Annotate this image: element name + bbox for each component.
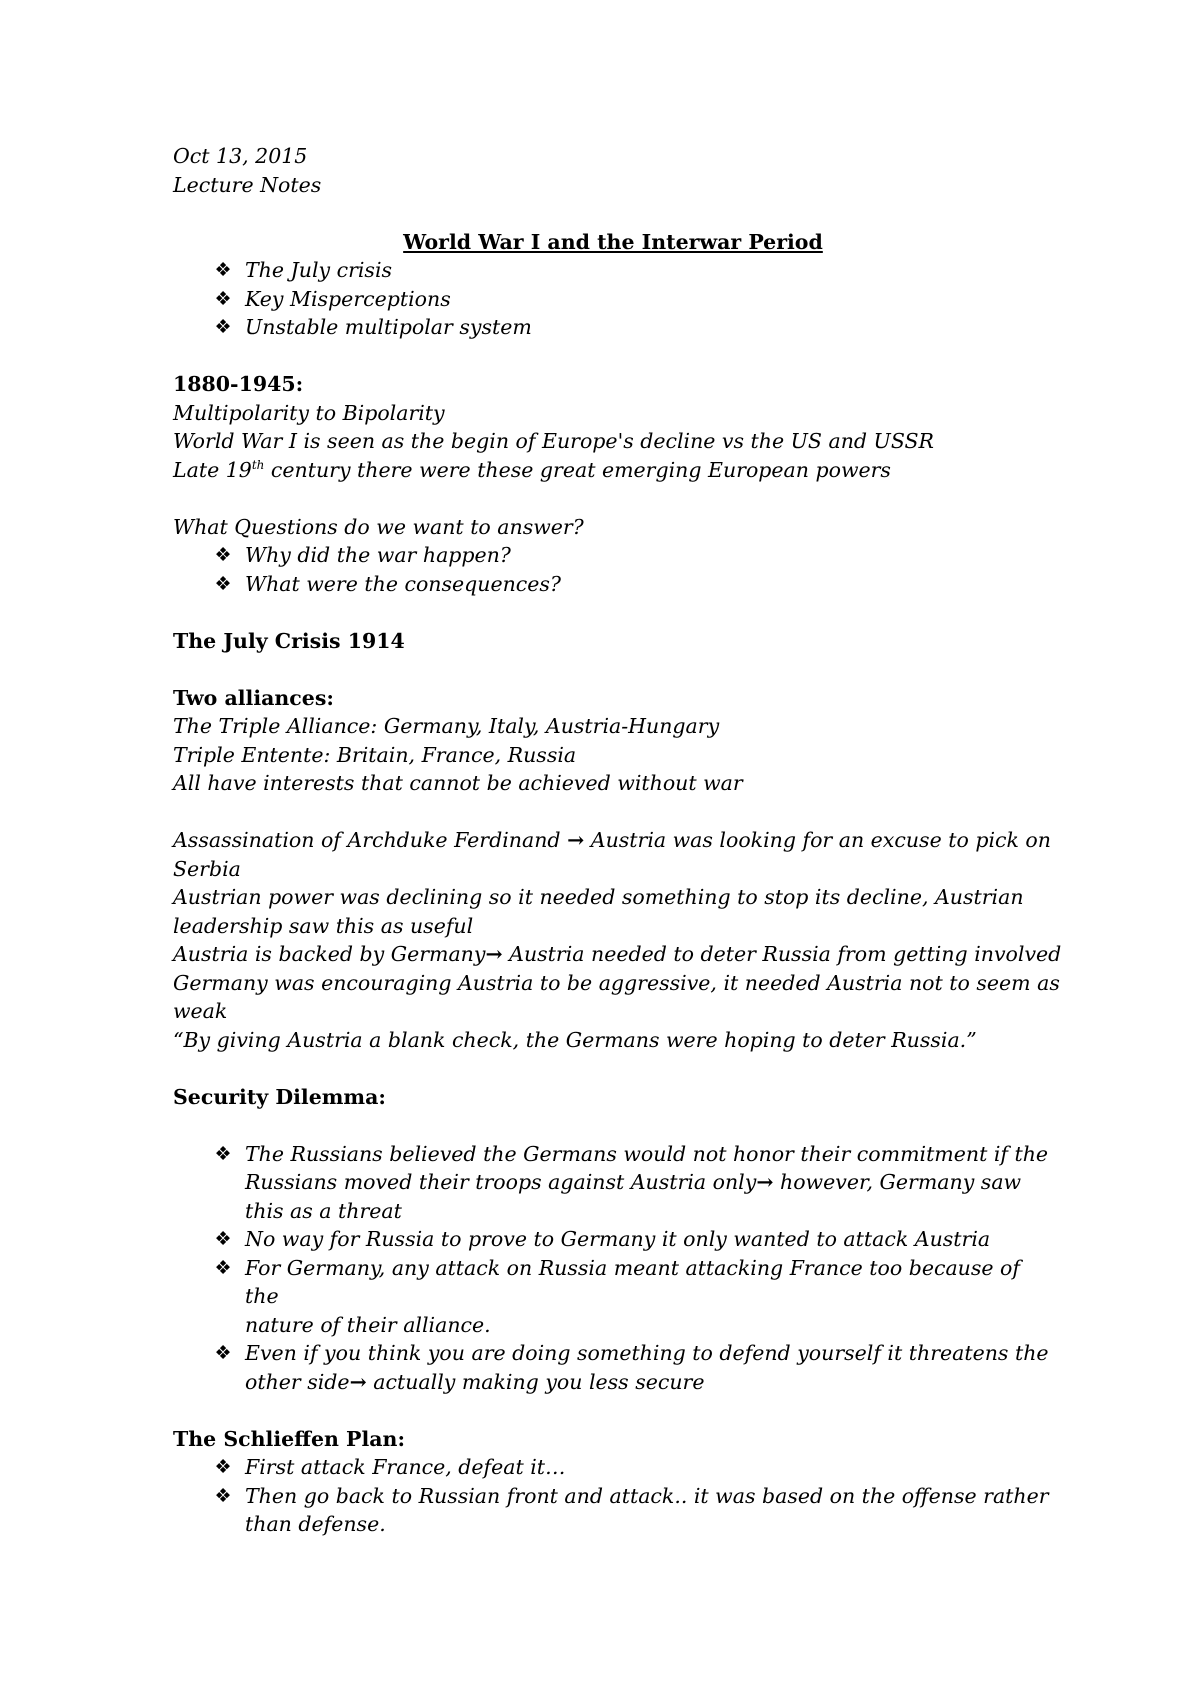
paragraph-line: Multipolarity to Bipolarity <box>173 400 445 425</box>
list-item: ❖ Even if you think you are doing something to defend yourself it threatens the other side→ actually making you less secure <box>214 1341 1049 1394</box>
paragraph-line: The Triple Alliance: Germany, Italy, Austria-Hungary <box>173 714 720 738</box>
schlieffen-bullet-list <box>173 1453 1053 1539</box>
paragraph-line: weak <box>173 999 228 1023</box>
diamond-bullet-icon: ❖ <box>214 1342 232 1364</box>
list-item: ❖ No way for Russia to prove to Germany it only wanted to attack Austria <box>173 1225 1053 1254</box>
diamond-bullet-icon: ❖ <box>214 259 232 281</box>
paragraph-line: Late 19th century there were these great emerging European powers <box>173 457 891 482</box>
diamond-bullet-icon: ❖ <box>214 316 232 338</box>
right-arrow-icon: → <box>485 942 503 966</box>
list-item: ❖ First attack France, defeat it… <box>173 1453 1053 1482</box>
list-item: ❖ The July crisis <box>173 256 1053 285</box>
document-page <box>173 142 1062 1539</box>
right-arrow-icon: → <box>756 1170 774 1194</box>
questions-heading: What Questions do we want to answer? <box>173 514 584 539</box>
section-heading-security-dilemma: Security Dilemma: <box>173 1084 386 1109</box>
lecture-notes-label: Lecture Notes <box>173 172 322 197</box>
diamond-bullet-icon: ❖ <box>214 1456 232 1478</box>
paragraph-line: Austria is backed by Germany→ Austria needed to deter Russia from getting involved <box>173 942 1062 966</box>
list-item: ❖ Key Misperceptions <box>173 285 1053 314</box>
paragraph-line: Triple Entente: Britain, France, Russia <box>173 742 577 767</box>
diamond-bullet-icon: ❖ <box>214 1484 232 1507</box>
right-arrow-icon: → <box>567 828 585 852</box>
list-item: ❖ Why did the war happen? <box>173 541 1053 570</box>
diamond-bullet-icon: ❖ <box>214 572 232 595</box>
list-item: ❖ What were the consequences? <box>173 570 1053 599</box>
security-bullet-list <box>173 1140 1053 1397</box>
paragraph-line: Assassination of Archduke Ferdinand → Austria was looking for an excuse to pick on <box>173 828 1051 852</box>
date: Oct 13, 2015 <box>173 144 308 168</box>
paragraph-line: leadership saw this as useful <box>173 913 474 938</box>
diamond-bullet-icon: ❖ <box>214 544 232 566</box>
paragraph-line: World War I is seen as the begin of Europe's decline vs the US and USSR <box>173 429 934 453</box>
paragraph-line: All have interests that cannot be achieved without war <box>173 771 743 795</box>
diamond-bullet-icon: ❖ <box>214 1256 232 1279</box>
diamond-bullet-icon: ❖ <box>214 1142 232 1165</box>
paragraph-line: Germany was encouraging Austria to be aggressive, it needed Austria not to seem as <box>173 970 1060 995</box>
section-heading-schlieffen-plan: The Schlieffen Plan: <box>173 1426 406 1451</box>
section-heading-1880-1945: 1880-1945: <box>173 372 304 396</box>
diamond-bullet-icon: ❖ <box>214 287 232 310</box>
section-heading-july-crisis: The July Crisis 1914 <box>173 628 405 653</box>
questions-bullet-list <box>173 541 1053 598</box>
list-item: ❖ The Russians believed the Germans would not honor their commitment if the Russians moved their troops against Austria only→ however, Germany saw this as a threat <box>214 1141 1049 1223</box>
page-title: World War I and the Interwar Period <box>403 229 823 254</box>
right-arrow-icon: → <box>349 1369 367 1394</box>
paragraph-line: Serbia <box>173 856 241 881</box>
paragraph-line: Austrian power was declining so it needed something to stop its decline, Austrian <box>173 885 1024 909</box>
intro-bullet-list <box>173 256 1053 342</box>
diamond-bullet-icon: ❖ <box>214 1228 232 1250</box>
section-heading-alliances: Two alliances: <box>173 685 334 710</box>
list-item: ❖ For Germany, any attack on Russia meant attacking France too because of the nature of their alliance. <box>214 1255 1020 1337</box>
quote-line: “By giving Austria a blank check, the Germans were hoping to deter Russia.” <box>173 1027 977 1052</box>
list-item: ❖ Unstable multipolar system <box>173 313 1053 342</box>
list-item: ❖ Then go back to Russian front and attack.. it was based on the offense rather than defense. <box>214 1483 1049 1536</box>
